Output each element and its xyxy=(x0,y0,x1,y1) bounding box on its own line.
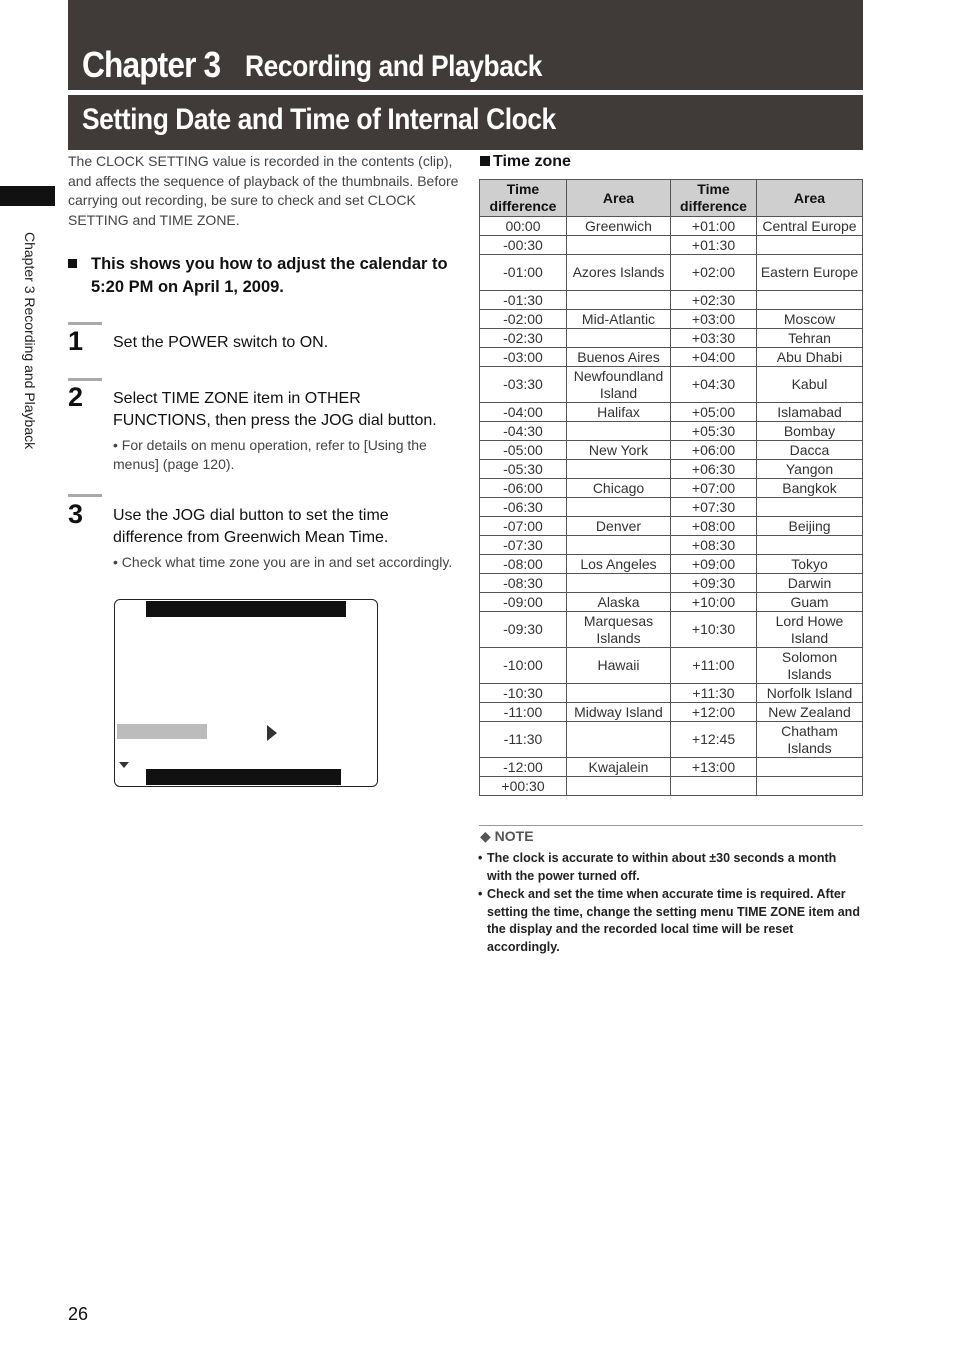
table-cell: +10:30 xyxy=(671,612,757,648)
table-cell: Lord Howe Island xyxy=(757,612,863,648)
table-cell: +13:00 xyxy=(671,758,757,777)
note-heading: ◆ NOTE xyxy=(480,828,534,844)
table-row xyxy=(480,291,863,310)
table-row xyxy=(480,498,863,517)
table-cell: -02:30 xyxy=(480,329,567,348)
table-row xyxy=(480,722,863,758)
table-cell xyxy=(757,536,863,555)
table-row xyxy=(480,703,863,722)
table-cell: +04:00 xyxy=(671,348,757,367)
table-cell: +11:30 xyxy=(671,684,757,703)
table-row xyxy=(480,348,863,367)
section-header-band xyxy=(68,95,863,150)
table-cell: +08:00 xyxy=(671,517,757,536)
note-item: • The clock is accurate to within about ±30 seconds a month with the power turned off. xyxy=(478,851,837,883)
table-cell xyxy=(567,329,671,348)
table-cell: Guam xyxy=(757,593,863,612)
table-row xyxy=(480,479,863,498)
chapter-label: Chapter 3 xyxy=(82,44,221,85)
table-cell: Moscow xyxy=(757,310,863,329)
table-cell: New Zealand xyxy=(757,703,863,722)
table-cell: +00:30 xyxy=(480,777,567,796)
table-cell: Greenwich xyxy=(567,217,671,236)
table-cell: +03:30 xyxy=(671,329,757,348)
timezone-table xyxy=(479,179,863,796)
table-row xyxy=(480,777,863,796)
table-row xyxy=(480,217,863,236)
note-divider xyxy=(479,825,863,826)
screen-bottom-bar xyxy=(146,769,341,785)
table-row xyxy=(480,684,863,703)
note-list xyxy=(478,850,860,957)
triangle-down-icon xyxy=(119,762,129,768)
table-cell: -09:30 xyxy=(480,612,567,648)
screen-highlighted-item xyxy=(117,724,207,739)
table-cell: Buenos Aires xyxy=(567,348,671,367)
table-cell xyxy=(567,236,671,255)
step-3-number: 3 xyxy=(68,499,84,529)
step-2-note: • For details on menu operation, refer to [Using the menus] (page 120). xyxy=(113,437,427,472)
table-cell: New York xyxy=(567,441,671,460)
table-cell xyxy=(567,722,671,758)
intro-paragraph: The CLOCK SETTING value is recorded in the contents (clip), and affects the sequence of playback of the thumbnails. Before carrying out recording, be sure to check and set CLOCK SETTING and TIME ZONE. xyxy=(68,153,459,228)
chapter-side-tab xyxy=(0,186,55,206)
table-cell: +10:00 xyxy=(671,593,757,612)
table-cell: -04:00 xyxy=(480,403,567,422)
note-item: • Check and set the time when accurate time is required. After setting the time, change the setting menu TIME ZONE item and the display and the recorded local time will be reset accordingly. xyxy=(478,887,860,954)
table-cell: Denver xyxy=(567,517,671,536)
table-cell: Los Angeles xyxy=(567,555,671,574)
table-cell: Norfolk Island xyxy=(757,684,863,703)
timezone-heading-text: Time zone xyxy=(493,153,571,170)
table-cell xyxy=(567,422,671,441)
menu-screen-illustration xyxy=(114,599,378,787)
table-cell: +02:00 xyxy=(671,255,757,291)
table-cell: +09:00 xyxy=(671,555,757,574)
table-cell: Eastern Europe xyxy=(757,255,863,291)
table-cell: +07:30 xyxy=(671,498,757,517)
table-row xyxy=(480,255,863,291)
step-3-note: • Check what time zone you are in and set accordingly. xyxy=(113,554,453,570)
table-cell: +05:00 xyxy=(671,403,757,422)
note-item-text: The clock is accurate to within about ±30 seconds a month with the power turned off. xyxy=(487,851,837,883)
table-cell: -12:00 xyxy=(480,758,567,777)
table-cell xyxy=(671,777,757,796)
column-header: Area xyxy=(567,180,671,217)
step-2-text: Select TIME ZONE item in OTHER FUNCTIONS, then press the JOG dial button. xyxy=(113,390,437,429)
table-cell: Beijing xyxy=(757,517,863,536)
step-1-text: Set the POWER switch to ON. xyxy=(113,334,329,351)
table-cell: Mid-Atlantic xyxy=(567,310,671,329)
table-cell: -10:30 xyxy=(480,684,567,703)
table-row xyxy=(480,460,863,479)
table-cell: Islamabad xyxy=(757,403,863,422)
table-cell: +01:30 xyxy=(671,236,757,255)
table-cell: 00:00 xyxy=(480,217,567,236)
table-cell xyxy=(567,684,671,703)
table-cell: +02:30 xyxy=(671,291,757,310)
column-header: Area xyxy=(757,180,863,217)
triangle-right-icon xyxy=(267,725,277,741)
table-cell: Tehran xyxy=(757,329,863,348)
table-cell: +12:45 xyxy=(671,722,757,758)
table-cell: +11:00 xyxy=(671,648,757,684)
table-row xyxy=(480,329,863,348)
table-cell xyxy=(757,777,863,796)
table-row xyxy=(480,555,863,574)
square-bullet-icon xyxy=(480,156,490,166)
step-1-number: 1 xyxy=(68,326,84,356)
table-cell: -06:00 xyxy=(480,479,567,498)
table-cell: +08:30 xyxy=(671,536,757,555)
table-cell: -06:30 xyxy=(480,498,567,517)
table-cell: +12:00 xyxy=(671,703,757,722)
table-cell: -05:00 xyxy=(480,441,567,460)
table-cell: Yangon xyxy=(757,460,863,479)
page-number: 26 xyxy=(68,1304,89,1324)
table-cell xyxy=(567,574,671,593)
lead-text: This shows you how to adjust the calendar to 5:20 PM on April 1, 2009. xyxy=(91,255,448,296)
table-cell: Tokyo xyxy=(757,555,863,574)
table-cell xyxy=(567,460,671,479)
column-header: Time difference xyxy=(480,180,567,217)
table-cell: -09:00 xyxy=(480,593,567,612)
screen-top-bar xyxy=(146,601,346,617)
table-cell xyxy=(757,758,863,777)
table-cell: +03:00 xyxy=(671,310,757,329)
table-cell xyxy=(757,236,863,255)
table-cell: Alaska xyxy=(567,593,671,612)
table-cell: Central Europe xyxy=(757,217,863,236)
table-cell: -08:00 xyxy=(480,555,567,574)
lead-instruction xyxy=(68,253,460,299)
table-cell xyxy=(567,498,671,517)
table-cell: Kwajalein xyxy=(567,758,671,777)
table-cell: -11:00 xyxy=(480,703,567,722)
table-cell: -02:00 xyxy=(480,310,567,329)
section-title: Setting Date and Time of Internal Clock xyxy=(82,103,556,136)
table-cell: +07:00 xyxy=(671,479,757,498)
chapter-side-label: Chapter 3 Recording and Playback xyxy=(22,232,38,450)
table-cell: Dacca xyxy=(757,441,863,460)
square-bullet-icon xyxy=(68,259,77,268)
table-cell: Halifax xyxy=(567,403,671,422)
table-cell: +05:30 xyxy=(671,422,757,441)
table-cell: Bangkok xyxy=(757,479,863,498)
table-cell: Chatham Islands xyxy=(757,722,863,758)
table-row xyxy=(480,517,863,536)
note-item-text: Check and set the time when accurate time is required. After setting the time, change the setting menu TIME ZONE item and the display and the recorded local time will be reset accordingly. xyxy=(487,887,860,954)
table-cell: Solomon Islands xyxy=(757,648,863,684)
table-cell: +04:30 xyxy=(671,367,757,403)
table-cell: -05:30 xyxy=(480,460,567,479)
table-cell: +06:30 xyxy=(671,460,757,479)
table-row xyxy=(480,236,863,255)
chapter-title: Recording and Playback xyxy=(245,50,542,83)
table-row xyxy=(480,422,863,441)
step-1-rule xyxy=(68,322,102,325)
table-cell: -03:00 xyxy=(480,348,567,367)
column-header: Time difference xyxy=(671,180,757,217)
table-cell: +01:00 xyxy=(671,217,757,236)
table-row xyxy=(480,612,863,648)
table-row xyxy=(480,593,863,612)
table-cell xyxy=(567,536,671,555)
table-cell: -11:30 xyxy=(480,722,567,758)
table-row xyxy=(480,441,863,460)
table-cell: +09:30 xyxy=(671,574,757,593)
table-cell: Midway Island xyxy=(567,703,671,722)
table-cell: -03:30 xyxy=(480,367,567,403)
table-cell: Bombay xyxy=(757,422,863,441)
table-cell: Darwin xyxy=(757,574,863,593)
table-cell: Abu Dhabi xyxy=(757,348,863,367)
table-cell xyxy=(757,498,863,517)
table-cell: -08:30 xyxy=(480,574,567,593)
table-cell: Azores Islands xyxy=(567,255,671,291)
table-cell: -04:30 xyxy=(480,422,567,441)
table-cell: Chicago xyxy=(567,479,671,498)
table-cell xyxy=(567,291,671,310)
table-cell: -07:30 xyxy=(480,536,567,555)
step-3-text: Use the JOG dial button to set the time difference from Greenwich Mean Time. xyxy=(113,507,389,546)
table-row xyxy=(480,574,863,593)
timezone-heading xyxy=(480,153,571,171)
table-cell: -07:00 xyxy=(480,517,567,536)
table-cell: Kabul xyxy=(757,367,863,403)
table-header-row xyxy=(480,180,863,217)
table-row xyxy=(480,403,863,422)
step-3-rule xyxy=(68,494,102,497)
table-row xyxy=(480,536,863,555)
step-2-number: 2 xyxy=(68,382,84,412)
table-row xyxy=(480,310,863,329)
table-cell: -01:00 xyxy=(480,255,567,291)
table-cell xyxy=(567,777,671,796)
table-row xyxy=(480,367,863,403)
table-row xyxy=(480,648,863,684)
step-2-rule xyxy=(68,378,102,381)
chapter-header-band xyxy=(68,0,863,90)
table-cell: Hawaii xyxy=(567,648,671,684)
table-cell: -10:00 xyxy=(480,648,567,684)
table-cell xyxy=(757,291,863,310)
table-cell: -00:30 xyxy=(480,236,567,255)
table-cell: Marquesas Islands xyxy=(567,612,671,648)
table-cell: +06:00 xyxy=(671,441,757,460)
table-cell: Newfoundland Island xyxy=(567,367,671,403)
table-cell: -01:30 xyxy=(480,291,567,310)
table-row xyxy=(480,758,863,777)
